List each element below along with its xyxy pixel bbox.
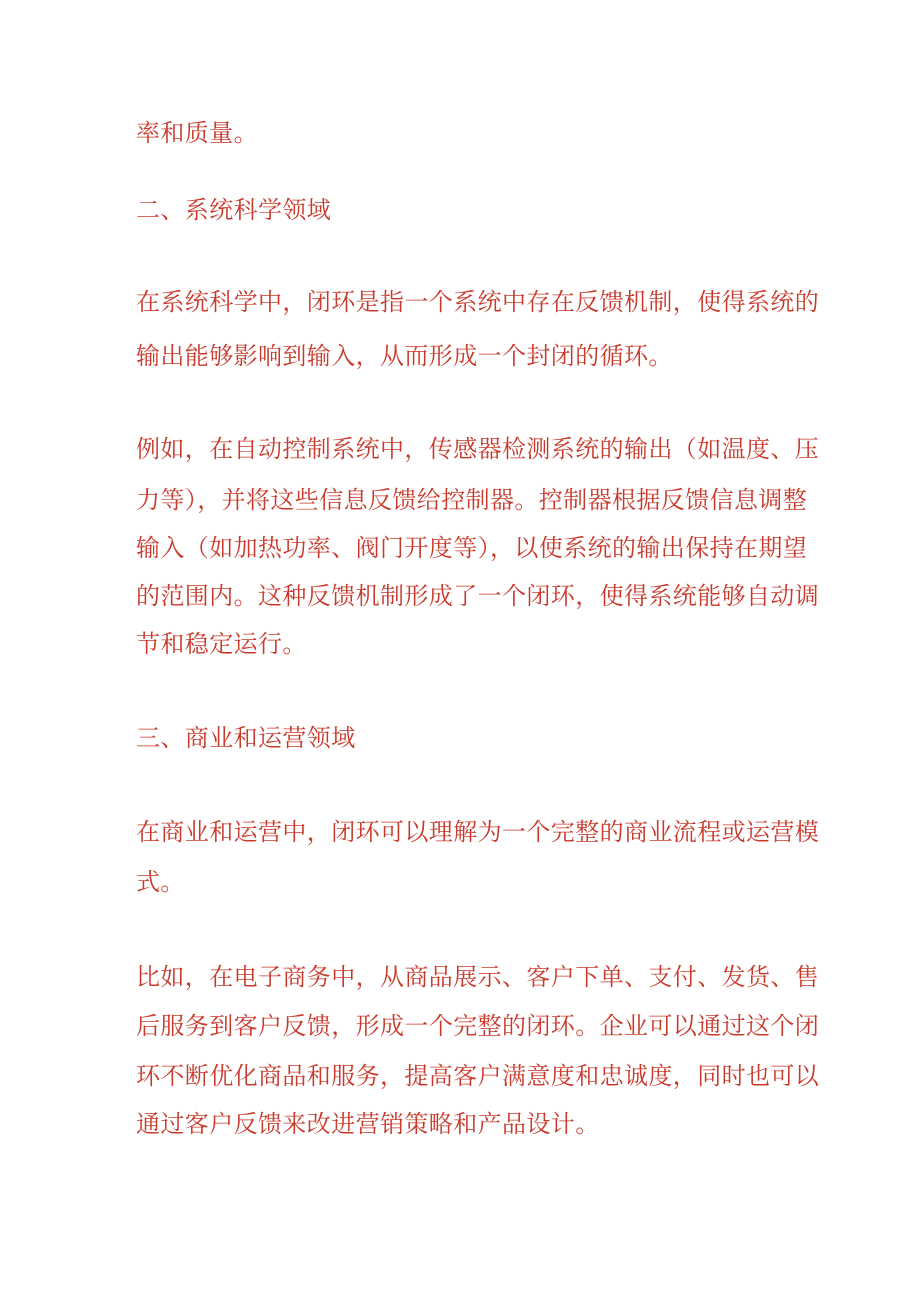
paragraph-line: 输出能够影响到输入，从而形成一个封闭的循环。 xyxy=(136,342,673,370)
paragraph-line: 例如，在自动控制系统中，传感器检测系统的输出（如温度、压 xyxy=(136,435,820,463)
paragraph-line: 在系统科学中，闭环是指一个系统中存在反馈机制，使得系统的 xyxy=(136,288,820,316)
paragraph-line: 式。 xyxy=(136,868,185,896)
paragraph-line: 力等），并将这些信息反馈给控制器。控制器根据反馈信息调整 xyxy=(136,486,808,514)
paragraph-line: 率和质量。 xyxy=(136,119,258,147)
paragraph-line: 通过客户反馈来改进营销策略和产品设计。 xyxy=(136,1110,600,1138)
paragraph-line: 比如，在电子商务中，从商品展示、客户下单、支付、发货、售 xyxy=(136,963,820,991)
section-heading: 三、商业和运营领域 xyxy=(136,724,356,752)
paragraph-line: 节和稳定运行。 xyxy=(136,630,307,658)
paragraph-line: 后服务到客户反馈，形成一个完整的闭环。企业可以通过这个闭 xyxy=(136,1012,820,1040)
paragraph-line: 在商业和运营中，闭环可以理解为一个完整的商业流程或运营模 xyxy=(136,818,820,846)
section-heading: 二、系统科学领域 xyxy=(136,196,332,224)
paragraph-line: 输入（如加热功率、阀门开度等），以使系统的输出保持在期望 xyxy=(136,534,808,562)
paragraph-line: 环不断优化商品和服务，提高客户满意度和忠诚度，同时也可以 xyxy=(136,1062,820,1090)
paragraph-line: 的范围内。这种反馈机制形成了一个闭环，使得系统能够自动调 xyxy=(136,582,820,610)
